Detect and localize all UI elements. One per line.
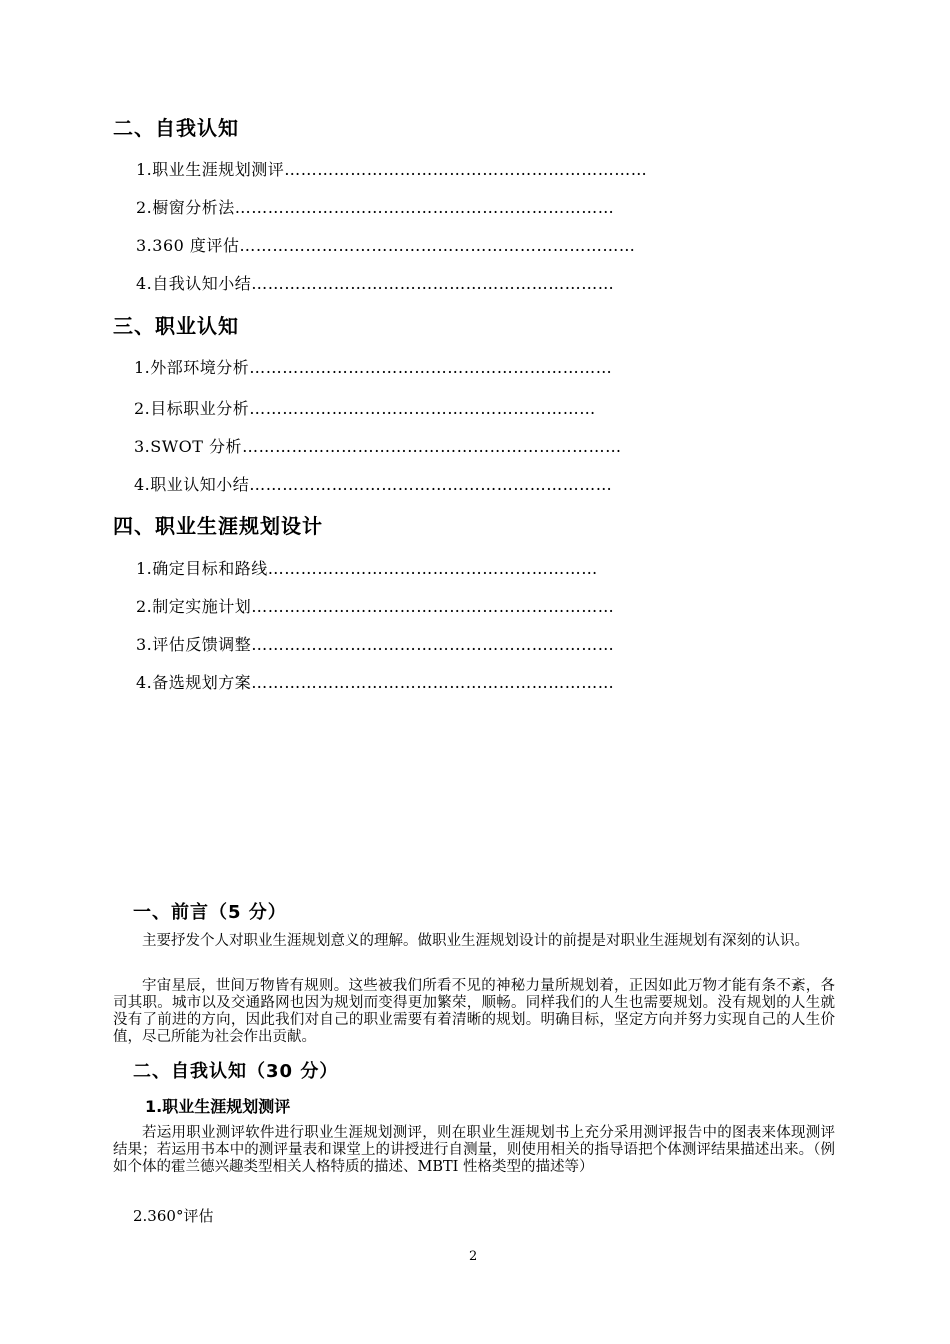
toc-leader-dots: …………………………………………………………: [251, 274, 615, 293]
toc-leader-dots: ……………………………………………………………: [242, 437, 622, 456]
toc-item-label: 1.职业生涯规划测评: [136, 160, 285, 179]
toc-item[interactable]: [134, 434, 622, 457]
toc-item-label: 1.确定目标和路线: [136, 559, 268, 578]
toc-item[interactable]: [134, 396, 596, 419]
toc-item[interactable]: [134, 355, 612, 378]
preface-paragraph-1: 主要抒发个人对职业生涯规划意义的理解。做职业生涯规划设计的前提是对职业生涯规划有深刻的认识。: [142, 933, 809, 949]
toc-heading-self: 二、自我认知: [113, 116, 239, 140]
toc-item-label: 4.备选规划方案: [136, 673, 252, 692]
toc-leader-dots: …………………………………………………………: [251, 597, 615, 616]
toc-item-label: 2.目标职业分析: [134, 399, 250, 418]
toc-item[interactable]: [136, 670, 614, 693]
toc-item-label: 3.评估反馈调整: [136, 635, 252, 654]
preface-heading: 一、前言（5 分）: [133, 902, 287, 923]
toc-item[interactable]: [136, 233, 635, 256]
toc-heading-career: 三、职业认知: [113, 314, 239, 338]
toc-heading-design: 四、职业生涯规划设计: [113, 514, 323, 538]
toc-item-label: 4.职业认知小结: [134, 475, 250, 494]
toc-item[interactable]: [136, 556, 598, 579]
toc-item[interactable]: [136, 271, 614, 294]
toc-item-label: 3.SWOT 分析: [134, 437, 243, 456]
page-number: 2: [469, 1249, 478, 1264]
toc-item[interactable]: [136, 594, 614, 617]
toc-item-label: 2.制定实施计划: [136, 597, 252, 616]
toc-leader-dots: ………………………………………………………………: [239, 236, 636, 255]
toc-item[interactable]: [136, 195, 614, 218]
assessment-paragraph: 若运用职业测评软件进行职业生涯规划测评，则在职业生涯规划书上充分采用测评报告中的图表来体现测评结果；若运用书本中的测评量表和课堂上的讲授进行自测量，则使用相关的指导语把个体测评结果描述出来。（例如个体的霍兰德兴趣类型相关人格特质的描述、MBTI 性格类型的描述等）: [113, 1125, 835, 1175]
toc-item[interactable]: [136, 632, 614, 655]
toc-leader-dots: …………………………………………………………: [249, 475, 613, 494]
toc-leader-dots: …………………………………………………………: [284, 160, 648, 179]
toc-leader-dots: ……………………………………………………: [267, 559, 598, 578]
toc-item-label: 4.自我认知小结: [136, 274, 252, 293]
toc-item-label: 2.橱窗分析法: [136, 198, 235, 217]
preface-paragraph-2: 宇宙星辰，世间万物皆有规则。这些被我们所看不见的神秘力量所规划着，正因如此万物才能有条不紊，各司其职。城市以及交通路网也因为规划而变得更加繁荣，顺畅。同样我们的人生也需要规划。没有规划的人生就没有了前进的方向，因此我们对自己的职业需要有着清晰的规划。明确目标，坚定方向并努力实现自己的人生价值，尽己所能为社会作出贡献。: [113, 978, 835, 1045]
toc-item[interactable]: [136, 157, 647, 180]
self-cognition-heading: 二、自我认知（30 分）: [133, 1061, 339, 1082]
toc-leader-dots: …………………………………………………………: [251, 635, 615, 654]
toc-leader-dots: …………………………………………………………: [251, 673, 615, 692]
toc-leader-dots: ………………………………………………………: [249, 399, 596, 418]
evaluation-subheading: 2.360°评估: [133, 1207, 214, 1225]
toc-item-label: 1.外部环境分析: [134, 358, 250, 377]
toc-item-label: 3.360 度评估: [136, 236, 240, 255]
toc-leader-dots: …………………………………………………………: [249, 358, 613, 377]
toc-item[interactable]: [134, 472, 612, 495]
toc-leader-dots: ……………………………………………………………: [234, 198, 615, 217]
assessment-subheading: 1.职业生涯规划测评: [145, 1097, 291, 1116]
